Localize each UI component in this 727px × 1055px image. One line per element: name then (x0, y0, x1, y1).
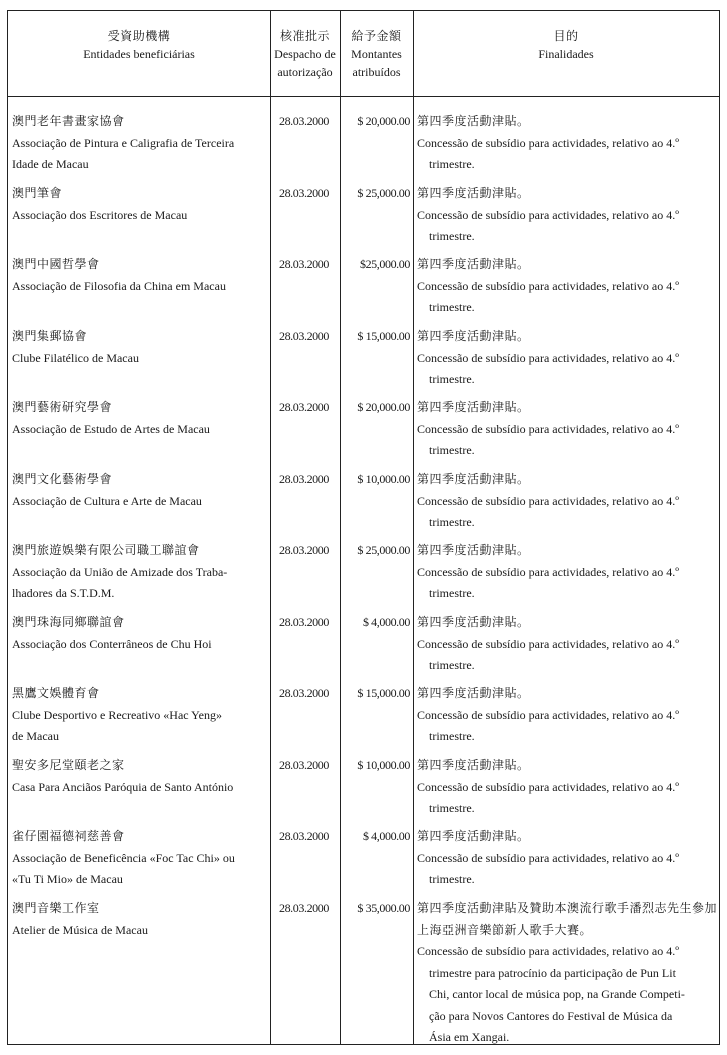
finalidade-pt: trimestre. (429, 515, 475, 529)
header-despacho (270, 27, 340, 81)
entity-cell (12, 540, 268, 605)
amount-value: $25,000.00 (359, 257, 410, 271)
amount-value: $ 25,000.00 (357, 186, 410, 200)
despacho-date: 28.03.2000 (278, 829, 329, 843)
finalidade-cell (417, 755, 717, 820)
entity-name-pt: «Tu Ti Mio» de Macau (12, 872, 123, 886)
entity-name-zh: 聖安多尼堂頤老之家 (12, 758, 125, 772)
header-finalidades-zh: 目的 (553, 29, 579, 43)
finalidade-cell (417, 612, 717, 677)
amount-value: $ 20,000.00 (357, 114, 410, 128)
despacho-date: 28.03.2000 (278, 758, 329, 772)
finalidade-pt: trimestre. (429, 443, 475, 457)
finalidade-zh: 第四季度活動津貼。 (417, 186, 530, 200)
header-montantes-zh: 給予金額 (351, 29, 402, 43)
amount-value: $ 25,000.00 (357, 543, 410, 557)
entity-name-zh: 澳門文化藝術學會 (12, 472, 113, 486)
finalidade-zh: 第四季度活動津貼。 (417, 472, 530, 486)
finalidade-pt: Concessão de subsídio para actividades, relativo ao 4.º (417, 135, 679, 150)
entity-name-pt: Associação de Estudo de Artes de Macau (12, 421, 210, 436)
finalidade-pt: Concessão de subsídio para actividades, relativo ao 4.º (417, 278, 679, 293)
header-finalidades-pt: Finalidades (538, 47, 594, 61)
entity-name-pt: Atelier de Música de Macau (12, 922, 148, 937)
entity-cell (12, 326, 268, 369)
finalidade-pt: trimestre. (429, 229, 475, 243)
finalidade-pt: Chi, cantor local de música pop, na Grande Competi- (429, 987, 685, 1001)
finalidade-pt: trimestre. (429, 372, 475, 386)
entity-name-pt: lhadores da S.T.D.M. (12, 586, 115, 600)
finalidade-pt: trimestre. (429, 586, 475, 600)
entity-name-pt: Associação de Beneficência «Foc Tac Chi» ou (12, 850, 235, 865)
entity-cell (12, 755, 268, 798)
entity-cell (12, 183, 268, 226)
finalidade-cell (417, 826, 717, 891)
finalidade-pt: Concessão de subsídio para actividades, relativo ao 4.º (417, 779, 679, 794)
header-montantes-pt1: Montantes (351, 47, 402, 61)
entity-name-pt: Associação de Cultura e Arte de Macau (12, 493, 202, 508)
despacho-date: 28.03.2000 (278, 543, 329, 557)
finalidade-zh: 第四季度活動津貼。 (417, 400, 530, 414)
entity-cell (12, 683, 268, 748)
amount-value: $ 15,000.00 (357, 329, 410, 343)
despacho-date: 28.03.2000 (278, 686, 329, 700)
finalidade-zh: 第四季度活動津貼。 (417, 829, 530, 843)
amount-value: $ 20,000.00 (357, 400, 410, 414)
finalidade-zh: 第四季度活動津貼。 (417, 758, 530, 772)
header-montantes (340, 27, 413, 81)
amount-value: $ 15,000.00 (357, 686, 410, 700)
subsidy-table (7, 10, 720, 1045)
despacho-date: 28.03.2000 (278, 615, 329, 629)
amount-value: $ 10,000.00 (357, 758, 410, 772)
column-divider (270, 11, 271, 1044)
finalidade-cell (417, 326, 717, 391)
finalidade-zh: 第四季度活動津貼。 (417, 114, 530, 128)
header-despacho-pt2: autorização (277, 65, 333, 79)
finalidade-pt: trimestre. (429, 658, 475, 672)
entity-name-pt: Idade de Macau (12, 157, 89, 171)
finalidade-cell (417, 469, 717, 534)
finalidade-pt: Concessão de subsídio para actividades, relativo ao 4.º (417, 850, 679, 865)
finalidade-zh: 第四季度活動津貼。 (417, 686, 530, 700)
finalidade-zh: 第四季度活動津貼。 (417, 615, 530, 629)
finalidade-pt: Concessão de subsídio para actividades, relativo ao 4.º (417, 421, 679, 436)
finalidade-pt: Concessão de subsídio para actividades, relativo ao 4.º (417, 207, 679, 222)
entity-cell (12, 826, 268, 891)
amount-value: $ 4,000.00 (362, 829, 410, 843)
finalidade-pt: Concessão de subsídio para actividades, relativo ao 4.º (417, 944, 679, 958)
entity-name-pt: Associação dos Escritores de Macau (12, 207, 188, 222)
finalidade-pt: trimestre para patrocínio da participação de Pun Lit (429, 965, 676, 980)
amount-value: $ 4,000.00 (362, 615, 410, 629)
despacho-date: 28.03.2000 (278, 257, 329, 271)
despacho-date: 28.03.2000 (278, 400, 329, 414)
entity-name-zh: 澳門藝術研究學會 (12, 400, 113, 414)
finalidade-cell (417, 540, 717, 605)
finalidade-pt: trimestre. (429, 872, 475, 886)
finalidade-cell (417, 397, 717, 462)
entity-name-zh: 澳門珠海同鄉聯誼會 (12, 615, 125, 629)
entity-name-pt: Associação dos Conterrâneos de Chu Hoi (12, 636, 212, 651)
finalidade-cell (417, 183, 717, 248)
header-despacho-zh: 核准批示 (279, 29, 330, 43)
entity-cell (12, 469, 268, 512)
finalidade-pt: Concessão de subsídio para actividades, relativo ao 4.º (417, 350, 679, 365)
entity-name-zh: 澳門中國哲學會 (12, 257, 100, 271)
entity-name-zh: 雀仔園福德祠慈善會 (12, 829, 125, 843)
entity-cell (12, 612, 268, 655)
header-finalidades (413, 27, 719, 63)
header-entities-pt: Entidades beneficiárias (83, 47, 195, 61)
amount-value: $ 10,000.00 (357, 472, 410, 486)
despacho-date: 28.03.2000 (278, 329, 329, 343)
entity-cell (12, 397, 268, 440)
amount-value: $ 35,000.00 (357, 901, 410, 915)
finalidade-cell (417, 111, 717, 176)
column-divider (340, 11, 341, 1044)
entity-cell (12, 111, 268, 176)
finalidade-cell (417, 254, 717, 319)
entity-name-pt: Clube Desportivo e Recreativo «Hac Yeng» (12, 707, 222, 722)
entity-name-pt: Associação de Filosofia da China em Macau (12, 278, 226, 293)
entity-name-zh: 澳門老年書畫家協會 (12, 114, 125, 128)
finalidade-cell (417, 683, 717, 748)
finalidade-pt: Concessão de subsídio para actividades, relativo ao 4.º (417, 636, 679, 651)
finalidade-pt: trimestre. (429, 729, 475, 743)
entity-cell (12, 254, 268, 297)
finalidade-zh: 第四季度活動津貼及贊助本澳流行歌手潘烈志先生參加 (417, 901, 718, 915)
entity-name-zh: 澳門音樂工作室 (12, 901, 100, 915)
finalidade-cell (417, 898, 717, 1049)
entity-name-pt: Clube Filatélico de Macau (12, 350, 139, 365)
entity-name-zh: 黑鷹文娛體育會 (12, 686, 100, 700)
finalidade-pt: trimestre. (429, 300, 475, 314)
despacho-date: 28.03.2000 (278, 186, 329, 200)
table-header (8, 11, 719, 97)
entity-name-pt: Associação da União de Amizade dos Traba- (12, 564, 228, 579)
finalidade-pt: trimestre. (429, 157, 475, 171)
finalidade-zh: 第四季度活動津貼。 (417, 543, 530, 557)
despacho-date: 28.03.2000 (278, 114, 329, 128)
header-entities-zh: 受資助機構 (107, 29, 171, 43)
despacho-date: 28.03.2000 (278, 901, 329, 915)
entity-name-zh: 澳門旅遊娛樂有限公司職工聯誼會 (12, 543, 200, 557)
entity-name-pt: Casa Para Anciãos Paróquia de Santo António (12, 779, 234, 794)
finalidade-pt: Concessão de subsídio para actividades, relativo ao 4.º (417, 707, 679, 722)
finalidade-pt: trimestre. (429, 801, 475, 815)
finalidade-zh: 第四季度活動津貼。 (417, 257, 530, 271)
entity-name-pt: Associação de Pintura e Caligrafia de Terceira (12, 135, 235, 150)
finalidade-pt: Concessão de subsídio para actividades, relativo ao 4.º (417, 493, 679, 508)
entity-name-zh: 澳門筆會 (12, 186, 63, 200)
entity-cell (12, 898, 268, 941)
entity-name-pt: de Macau (12, 729, 59, 743)
finalidade-zh: 第四季度活動津貼。 (417, 329, 530, 343)
finalidade-pt: Ásia em Xangai. (429, 1030, 510, 1044)
despacho-date: 28.03.2000 (278, 472, 329, 486)
finalidade-pt: Concessão de subsídio para actividades, relativo ao 4.º (417, 564, 679, 579)
finalidade-pt: ção para Novos Cantores do Festival de Música da (429, 1008, 673, 1023)
column-divider (413, 11, 414, 1044)
header-despacho-pt1: Despacho de (274, 47, 336, 61)
header-entities (8, 27, 270, 63)
finalidade-zh: 上海亞洲音樂節新人歌手大賽。 (417, 922, 593, 937)
entity-name-zh: 澳門集郵協會 (12, 329, 88, 343)
header-montantes-pt2: atribuídos (352, 65, 401, 79)
